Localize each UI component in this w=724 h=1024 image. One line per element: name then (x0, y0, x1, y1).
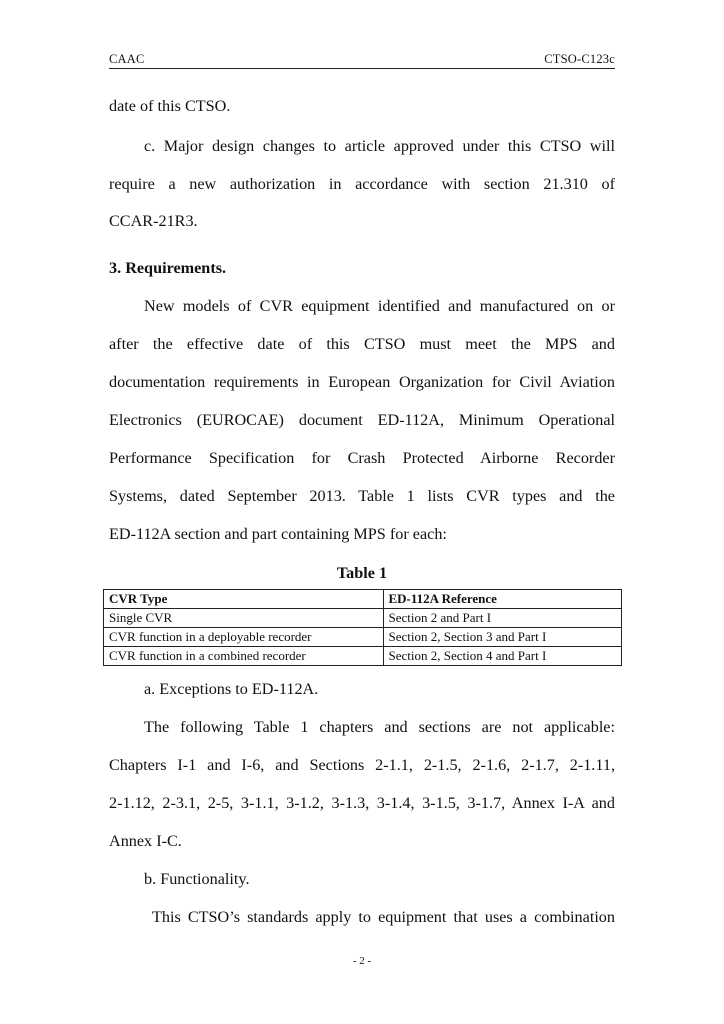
cvr-reference-table (103, 589, 622, 666)
paragraph-line: Annex I-C. (109, 832, 182, 850)
table-cell: CVR function in a combined recorder (104, 647, 384, 666)
paragraph-line: Chapters I-1 and I-6, and Sections 2-1.1, 2-1.5, 2-1.6, 2-1.7, 2-1.11, (109, 756, 615, 774)
table-cell: CVR function in a deployable recorder (104, 628, 384, 647)
subsection-heading: a. Exceptions to ED-112A. (144, 680, 319, 698)
table-caption: Table 1 (336, 564, 388, 582)
paragraph-line: ED-112A section and part containing MPS for each: (109, 525, 447, 543)
page-header-right: CTSO-C123c (544, 52, 615, 66)
paragraph-line: Systems, dated September 2013. Table 1 lists CVR types and the (109, 487, 615, 505)
paragraph-line: Performance Specification for Crash Protected Airborne Recorder (109, 449, 615, 467)
table-row (104, 609, 622, 628)
paragraph-line: documentation requirements in European Organization for Civil Aviation (109, 373, 615, 391)
paragraph-line: The following Table 1 chapters and sections are not applicable: (144, 718, 615, 736)
table-cell: Section 2, Section 3 and Part I (383, 628, 622, 647)
paragraph-line: date of this CTSO. (109, 97, 231, 115)
paragraph-line: 2-1.12, 2-3.1, 2-5, 3-1.1, 3-1.2, 3-1.3, 3-1.4, 3-1.5, 3-1.7, Annex I-A and (109, 794, 615, 812)
table-cell: Single CVR (104, 609, 384, 628)
paragraph-line: This CTSO’s standards apply to equipment that uses a combination (152, 908, 615, 926)
paragraph-line: Electronics (EUROCAE) document ED-112A, Minimum Operational (109, 411, 615, 429)
table-cell: Section 2 and Part I (383, 609, 622, 628)
paragraph-line: CCAR-21R3. (109, 212, 198, 230)
section-heading: 3. Requirements. (109, 259, 227, 277)
paragraph-line: New models of CVR equipment identified and manufactured on or (144, 297, 615, 315)
table-header-cell: CVR Type (104, 590, 384, 609)
paragraph-line: require a new authorization in accordance with section 21.310 of (109, 175, 615, 193)
subsection-heading: b. Functionality. (144, 870, 250, 888)
table-row (104, 628, 622, 647)
table-header-row (104, 590, 622, 609)
table-row (104, 647, 622, 666)
table-cell: Section 2, Section 4 and Part I (383, 647, 622, 666)
page-header-left: CAAC (109, 52, 145, 66)
page-number: - 2 - (352, 955, 372, 967)
paragraph-line: c. Major design changes to article approved under this CTSO will (144, 137, 615, 155)
paragraph-line: after the effective date of this CTSO must meet the MPS and (109, 335, 615, 353)
header-rule (109, 68, 615, 69)
table-header-cell: ED-112A Reference (383, 590, 622, 609)
